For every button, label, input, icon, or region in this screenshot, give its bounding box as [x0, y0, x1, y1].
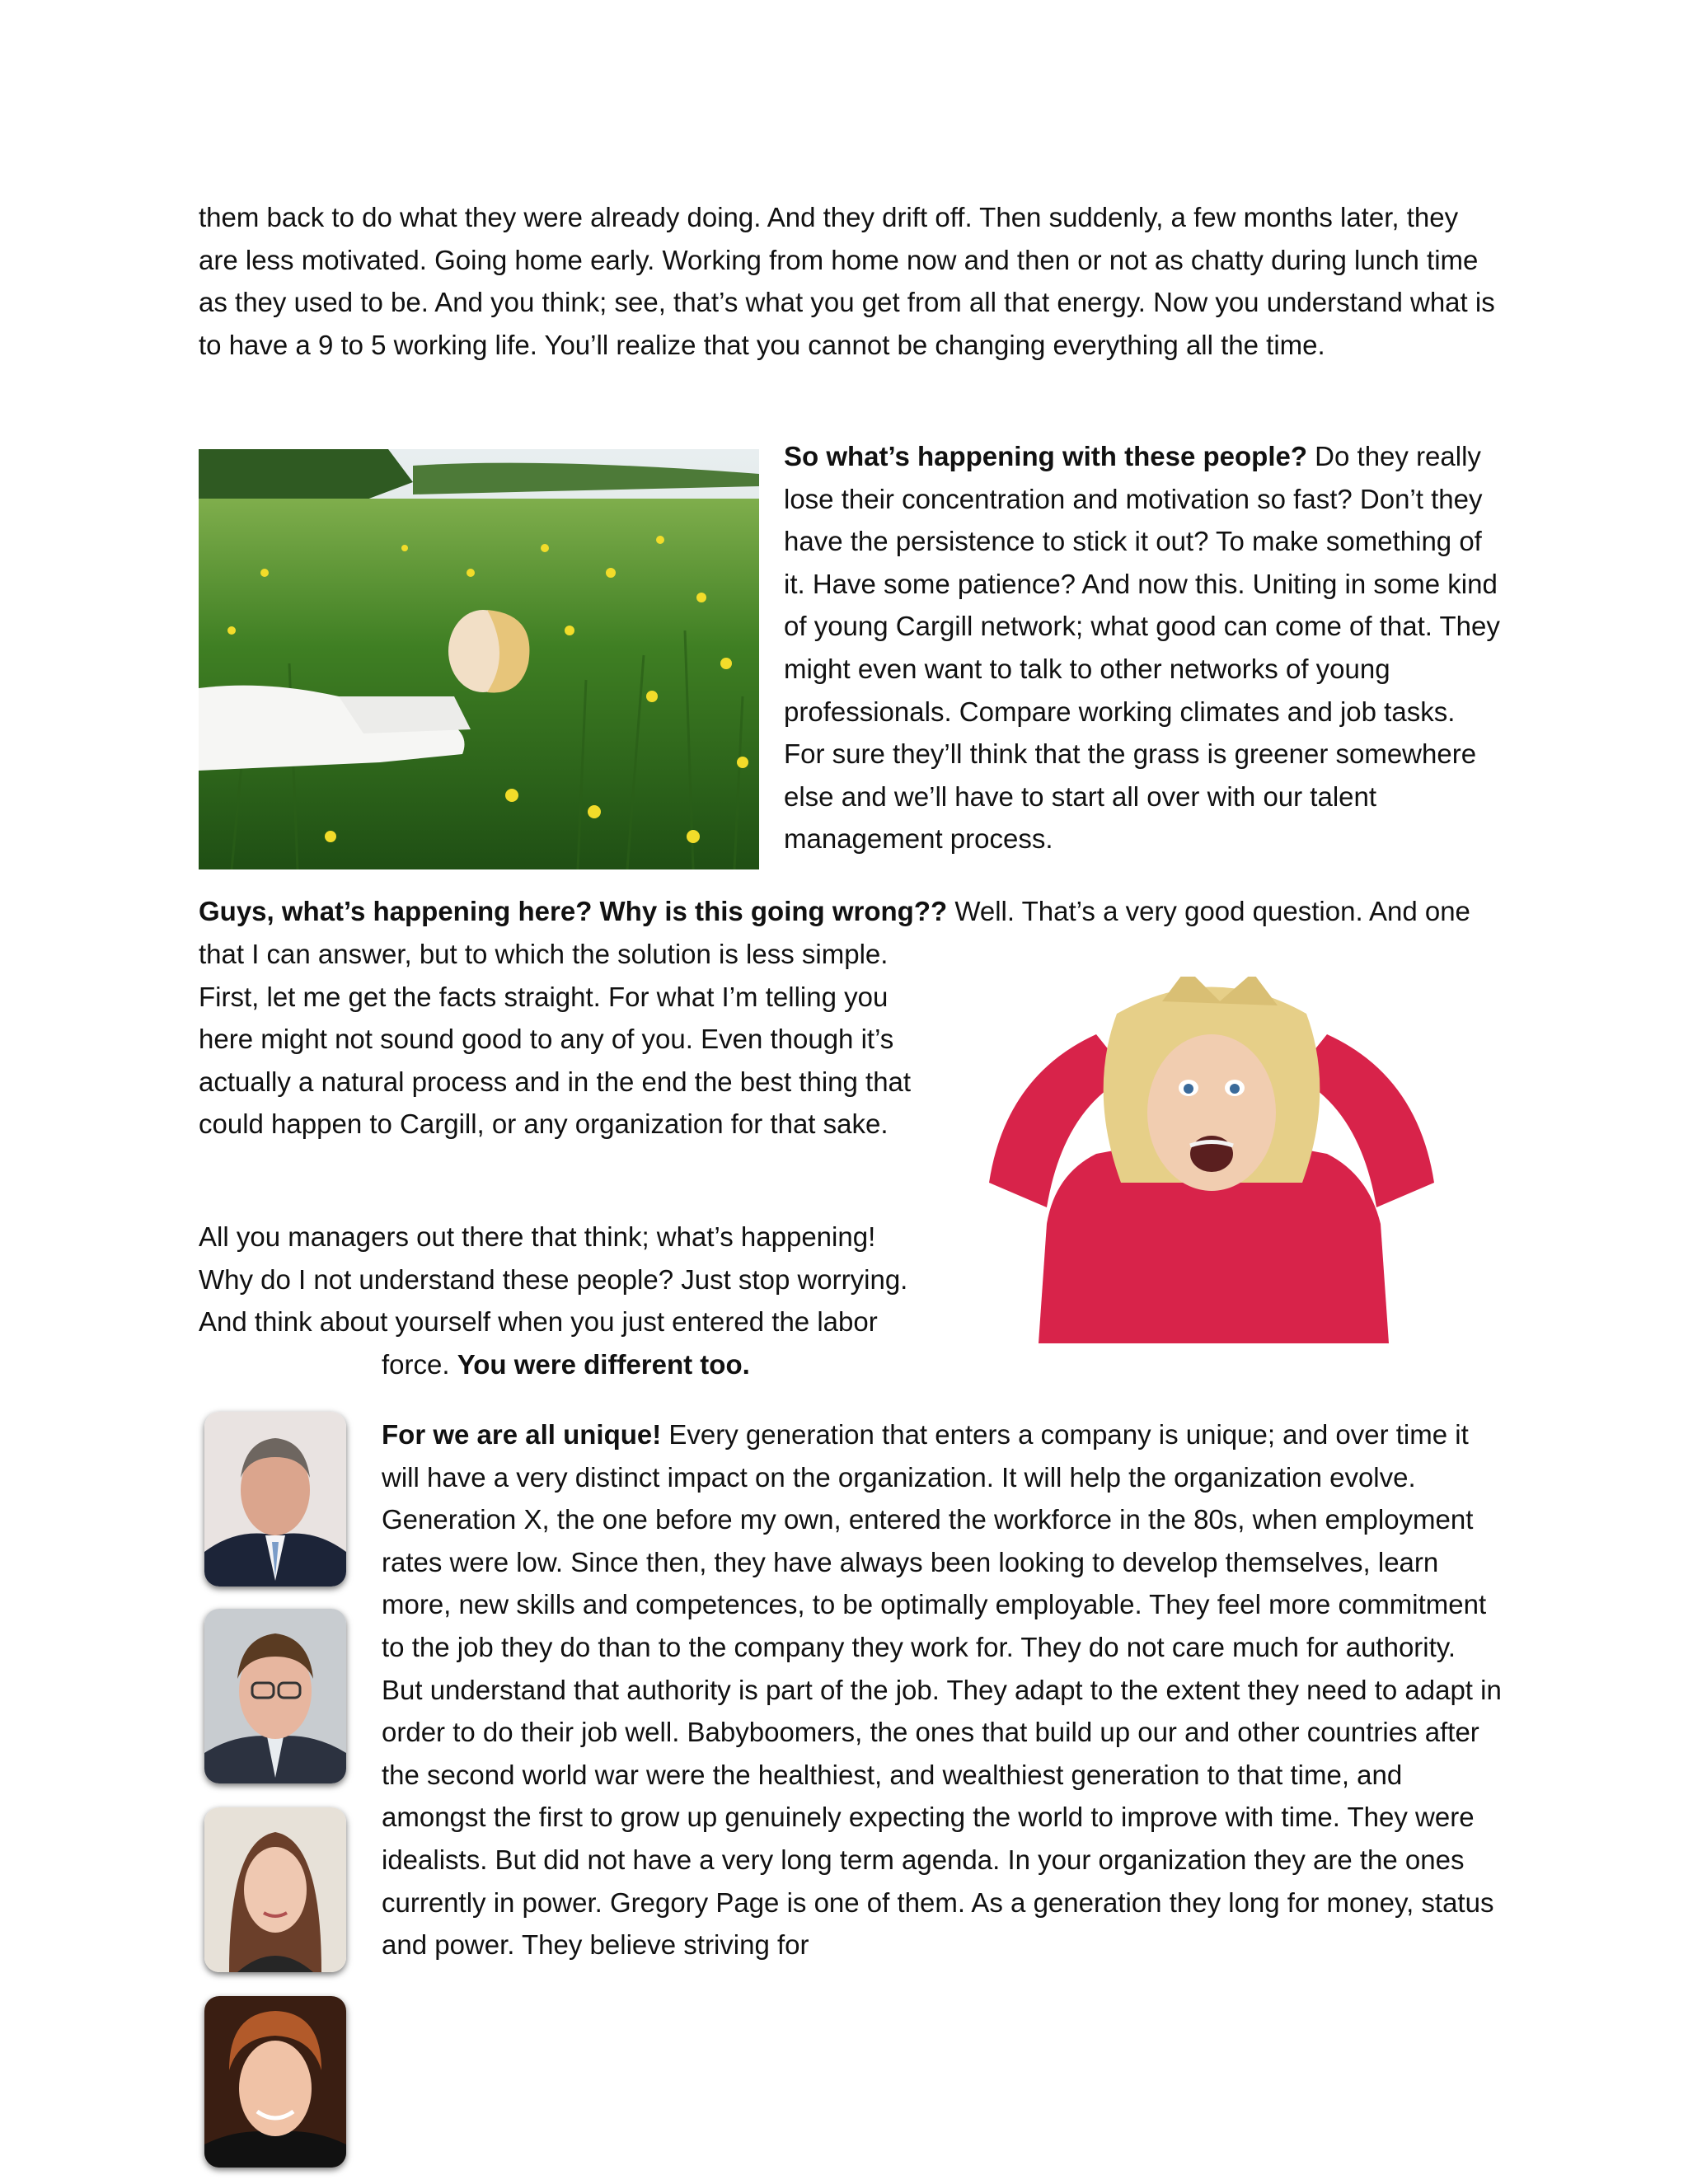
- text-managers-force: force.: [382, 1349, 457, 1380]
- portrait-man-glasses-image: [204, 1609, 346, 1783]
- text-unique: Every generation that enters a company is unique; and over time it will have a very distinct impact on the organization. It will help the organization evolve. Generation X, the one before my own, entered the workforce in the 80s, when employment rates were low. Since then, they have always been looking to develop themselves, learn more, new skills and competences, to be optimally employable. They feel more commitment to the job they do than to the company they work for. They do not care much for authority. But understand that authority is part of the job. They adapt to the extent they need to adapt in order to do their job well. Babyboomers, the ones that build up our and other countries after the second world war were the healthiest, and wealthiest generation to that time, and amongst the first to grow up genuinely expecting the world to improve with time. They were idealists. But did not have a very long term agenda. In your organization they are the ones currently in power. Gregory Page is one of them. As a generation they long for money, status and power. They believe striving for: [382, 1419, 1502, 1961]
- frustrated-woman-photo: [973, 977, 1451, 1343]
- paragraph-wrong-first-line: [199, 890, 1509, 933]
- portrait-2: [204, 1609, 346, 1783]
- text-people: Do they really lose their concentration and motivation so fast? Don’t they have the persistence to stick it out? To make something of it. Have some patience? And now this. Uniting in some kind of young Cargill network; what good can come of that. They might even want to talk to other networks of young professionals. Compare working climates and job tasks. For sure they’ll think that the grass is greener somewhere else and we’ll have to start all over with our talent management process.: [784, 441, 1500, 855]
- paragraph-managers: All you managers out there that think; what’s happening! Why do I not understand these people? Just stop worrying. And think about yourself when you just entered the labor: [199, 1221, 908, 1338]
- frustrated-woman-image: [973, 977, 1451, 1343]
- paragraph-managers-last-line: [382, 1343, 750, 1386]
- emphasis-different: You were different too.: [457, 1349, 750, 1380]
- portrait-woman-image: [204, 1807, 346, 1972]
- portrait-1: [204, 1412, 346, 1586]
- paragraph-people: [784, 435, 1501, 860]
- paragraph-intro: them back to do what they were already doing. And they drift off. Then suddenly, a few months later, they are less motivated. Going home early. Working from home now and then or not as chatty during lunch time as they used to be. And you think; see, that’s what you get from all that energy. Now you understand what is to have a 9 to 5 working life. You’ll realize that you cannot be changing everything all the time.: [199, 202, 1495, 360]
- heading-people: So what’s happening with these people?: [784, 441, 1307, 471]
- meadow-photo: [199, 449, 759, 869]
- heading-wrong: Guys, what’s happening here? Why is this going wrong??: [199, 896, 948, 926]
- heading-unique: For we are all unique!: [382, 1419, 662, 1450]
- portrait-man-suit-image: [204, 1412, 346, 1586]
- portrait-3: [204, 1807, 346, 1972]
- portrait-young-man-image: [204, 1996, 346, 2168]
- text-wrong-first-line: Well. That’s a very good question. And one: [947, 896, 1470, 926]
- paragraph-wrong: that I can answer, but to which the solution is less simple. First, let me get the facts straight. For what I’m telling you here might not sound good to any of you. Even though it’s actually a natural process and in the end the best thing that could happen to Cargill, or any organization for that sake.: [199, 939, 912, 1140]
- paragraph-unique: [382, 1413, 1503, 1966]
- meadow-image: [199, 449, 759, 869]
- portrait-4: [204, 1996, 346, 2168]
